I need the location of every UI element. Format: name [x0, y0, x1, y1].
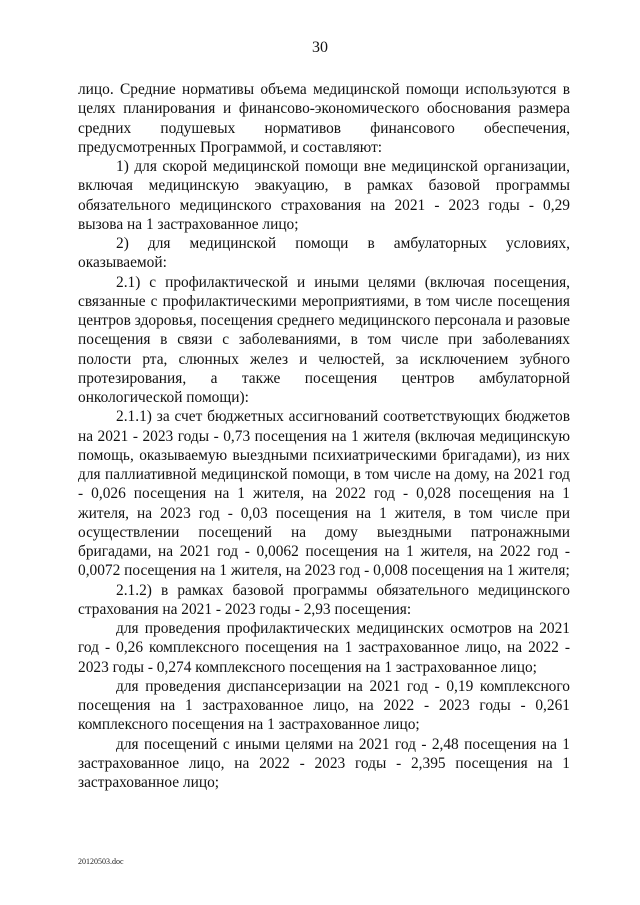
- paragraph-other-visits: для посещений с иными целями на 2021 год - 2,48 посещения на 1 застрахованное лицо, на 2022 - 2023 годы - 2,395 посещения на 1 застрахованное лицо;: [78, 735, 570, 791]
- footer-file-code: 20120503.doc: [78, 857, 124, 866]
- page-number: 30: [312, 39, 328, 56]
- paragraph-item-2: 2) для медицинской помощи в амбулаторных условиях, оказываемой:: [78, 235, 570, 272]
- paragraph-item-2-1-2: 2.1.2) в рамках базовой программы обязательного медицинского страхования на 2021 - 2023 годы - 2,93 посещения:: [78, 581, 570, 618]
- paragraph-preventive-exams: для проведения профилактических медицинских осмотров на 2021 год - 0,26 комплексного посещения на 1 застрахованное лицо, на 2022 - 2023 годы - 0,274 комплексного посещения на 1 застрахованное лицо;: [78, 620, 570, 676]
- paragraph-item-2-1: 2.1) с профилактической и иными целями (включая посещения, связанные с профилактическими мероприятиями, в том числе посещения центров здоровья, посещения среднего медицинского персонала и разовые посещения в связи с заболеваниями, в том числе при заболеваниях полости рта, слюнных желез и челюстей, за исключением зубного протезирования, а также посещения центров амбулаторной онкологической помощи):: [78, 273, 570, 406]
- paragraph-dispensary: для проведения диспансеризации на 2021 год - 0,19 комплексного посещения на 1 застрахованное лицо, на 2022 - 2023 годы - 0,261 комплексного посещения на 1 застрахованное лицо;: [78, 677, 570, 734]
- document-body: [78, 80, 570, 792]
- paragraph-continuation: лицо. Средние нормативы объема медицинской помощи используются в целях планирования и финансово-экономического обоснования размера средних подушевых нормативов финансового обеспечения, предусмотренных Программой, и составляют:: [78, 81, 570, 156]
- paragraph-item-2-1-1: 2.1.1) за счет бюджетных ассигнований соответствующих бюджетов на 2021 - 2023 годы - 0,73 посещения на 1 жителя (включая медицинскую помощь, оказываемую выездными психиатрическими бригадами), из них для паллиативной медицинской помощи, в том числе на дому, на 2021 год - 0,026 посещения на 1 жителя, на 2022 год - 0,028 посещения на 1 жителя, на 2023 год - 0,03 посещения на 1 жителя, в том числе при осуществлении посещений на дому выездными патронажными бригадами, на 2021 год - 0,0062 посещения на 1 жителя, на 2022 год - 0,0072 посещения на 1 жителя, на 2023 год - 0,008 посещения на 1 жителя;: [78, 408, 570, 580]
- paragraph-item-1: 1) для скорой медицинской помощи вне медицинской организации, включая медицинскую эвакуацию, в рамках базовой программы обязательного медицинского страхования на 2021 - 2023 годы - 0,29 вызова на 1 застрахованное лицо;: [78, 158, 570, 233]
